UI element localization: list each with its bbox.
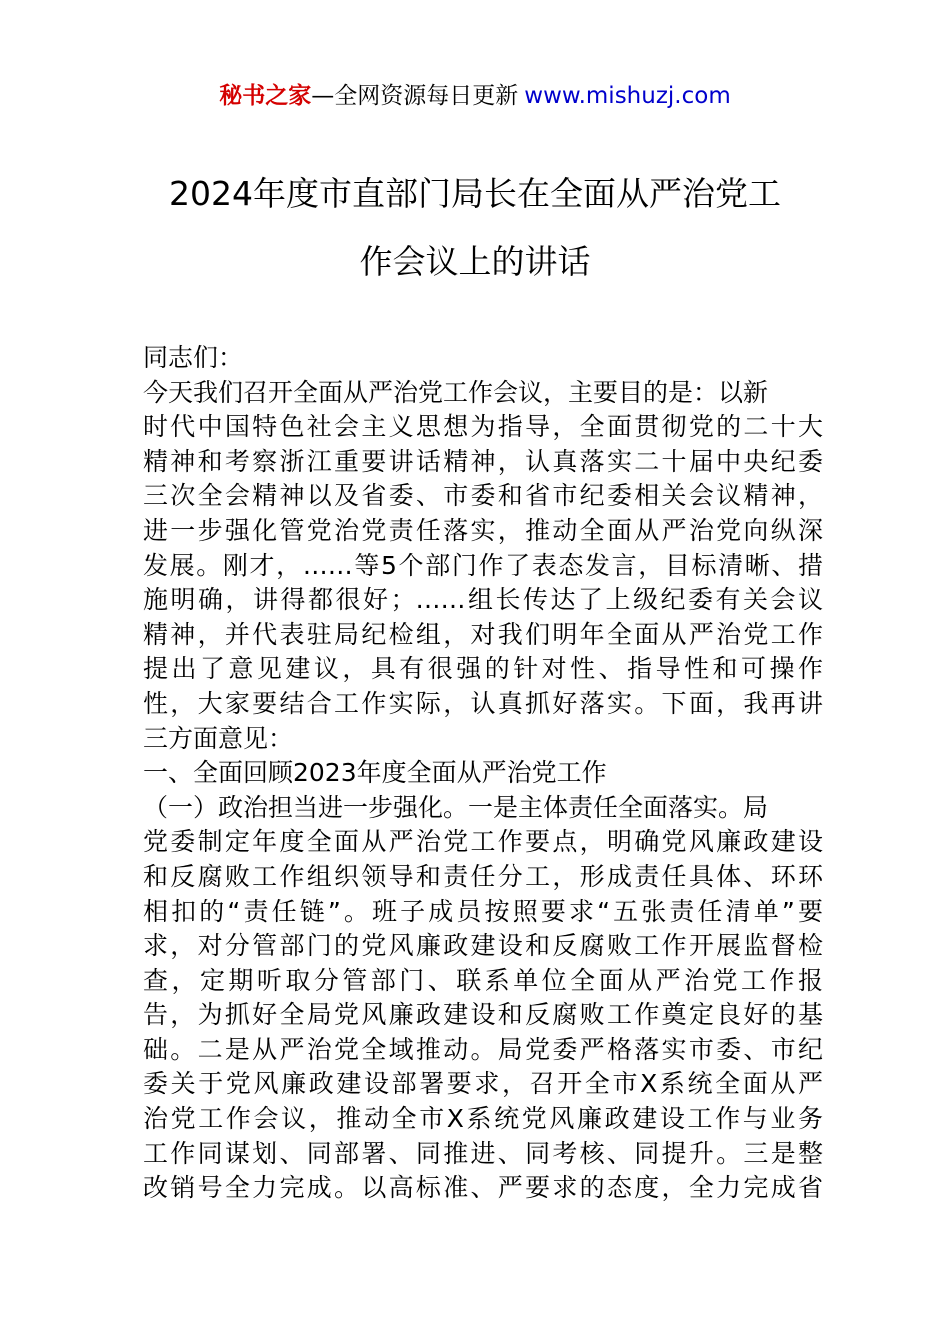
body-line: 三次全会精神以及省委、市委和省市纪委相关会议精神，	[143, 481, 823, 511]
body-line: 精神，并代表驻局纪检组，对我们明年全面从严治党工作	[143, 619, 823, 649]
body-line: 党委制定年度全面从严治党工作要点，明确党风廉政建设	[143, 827, 823, 857]
body-line: 工作同谋划、同部署、同推进、同考核、同提升。三是整	[143, 1138, 823, 1168]
title-line-1: 2024年度市直部门局长在全面从严治党工	[169, 174, 781, 213]
header-tagline: —全网资源每日更新	[311, 83, 519, 109]
body-line: 和反腐败工作组织领导和责任分工，形成责任具体、环环	[143, 861, 823, 891]
body-line: 相扣的“责任链”。班子成员按照要求“五张责任清单”要	[143, 896, 823, 926]
body-line: 础。二是从严治党全域推动。局党委严格落实市委、市纪	[143, 1034, 823, 1064]
body-line: 提出了意见建议，具有很强的针对性、指导性和可操作	[143, 654, 823, 684]
body-line: 发展。刚才，……等5个部门作了表态发言，目标清晰、措	[143, 550, 823, 580]
body-line: 性，大家要结合工作实际，认真抓好落实。下面，我再讲	[143, 688, 823, 718]
body-line: 求，对分管部门的党风廉政建设和反腐败工作开展监督检	[143, 931, 823, 961]
document-title	[100, 160, 850, 296]
title-line-2: 作会议上的讲话	[359, 242, 591, 281]
brand-name: 秘书之家	[219, 83, 312, 109]
body-line: 精神和考察浙江重要讲话精神，认真落实二十届中央纪委	[143, 446, 823, 476]
section-heading: 一、全面回顾2023年度全面从严治党工作	[143, 758, 607, 788]
body-line: 三方面意见：	[143, 723, 294, 753]
body-line-salutation: 同志们：	[143, 343, 244, 372]
body-line: 查，定期听取分管部门、联系单位全面从严治党工作报	[143, 965, 823, 995]
site-header	[0, 80, 950, 112]
body-line: 施明确，讲得都很好；……组长传达了上级纪委有关会议	[143, 585, 823, 615]
body-line: 治党工作会议，推动全市X系统党风廉政建设工作与业务	[143, 1104, 823, 1134]
body-line: 今天我们召开全面从严治党工作会议，主要目的是：以新	[143, 377, 769, 407]
body-line: 改销号全力完成。以高标准、严要求的态度，全力完成省	[143, 1173, 823, 1203]
body-line: 委关于党风廉政建设部署要求，召开全市X系统全面从严	[143, 1069, 823, 1099]
site-link[interactable]: www.mishuzj.com	[524, 83, 731, 109]
body-line: 进一步强化管党治党责任落实，推动全面从严治党向纵深	[143, 515, 823, 545]
body-line: 告，为抓好全局党风廉政建设和反腐败工作奠定良好的基	[143, 1000, 823, 1030]
body-line: （一）政治担当进一步强化。一是主体责任全面落实。局	[143, 792, 769, 822]
document-body	[143, 341, 823, 1206]
body-line: 时代中国特色社会主义思想为指导，全面贯彻党的二十大	[143, 412, 823, 442]
